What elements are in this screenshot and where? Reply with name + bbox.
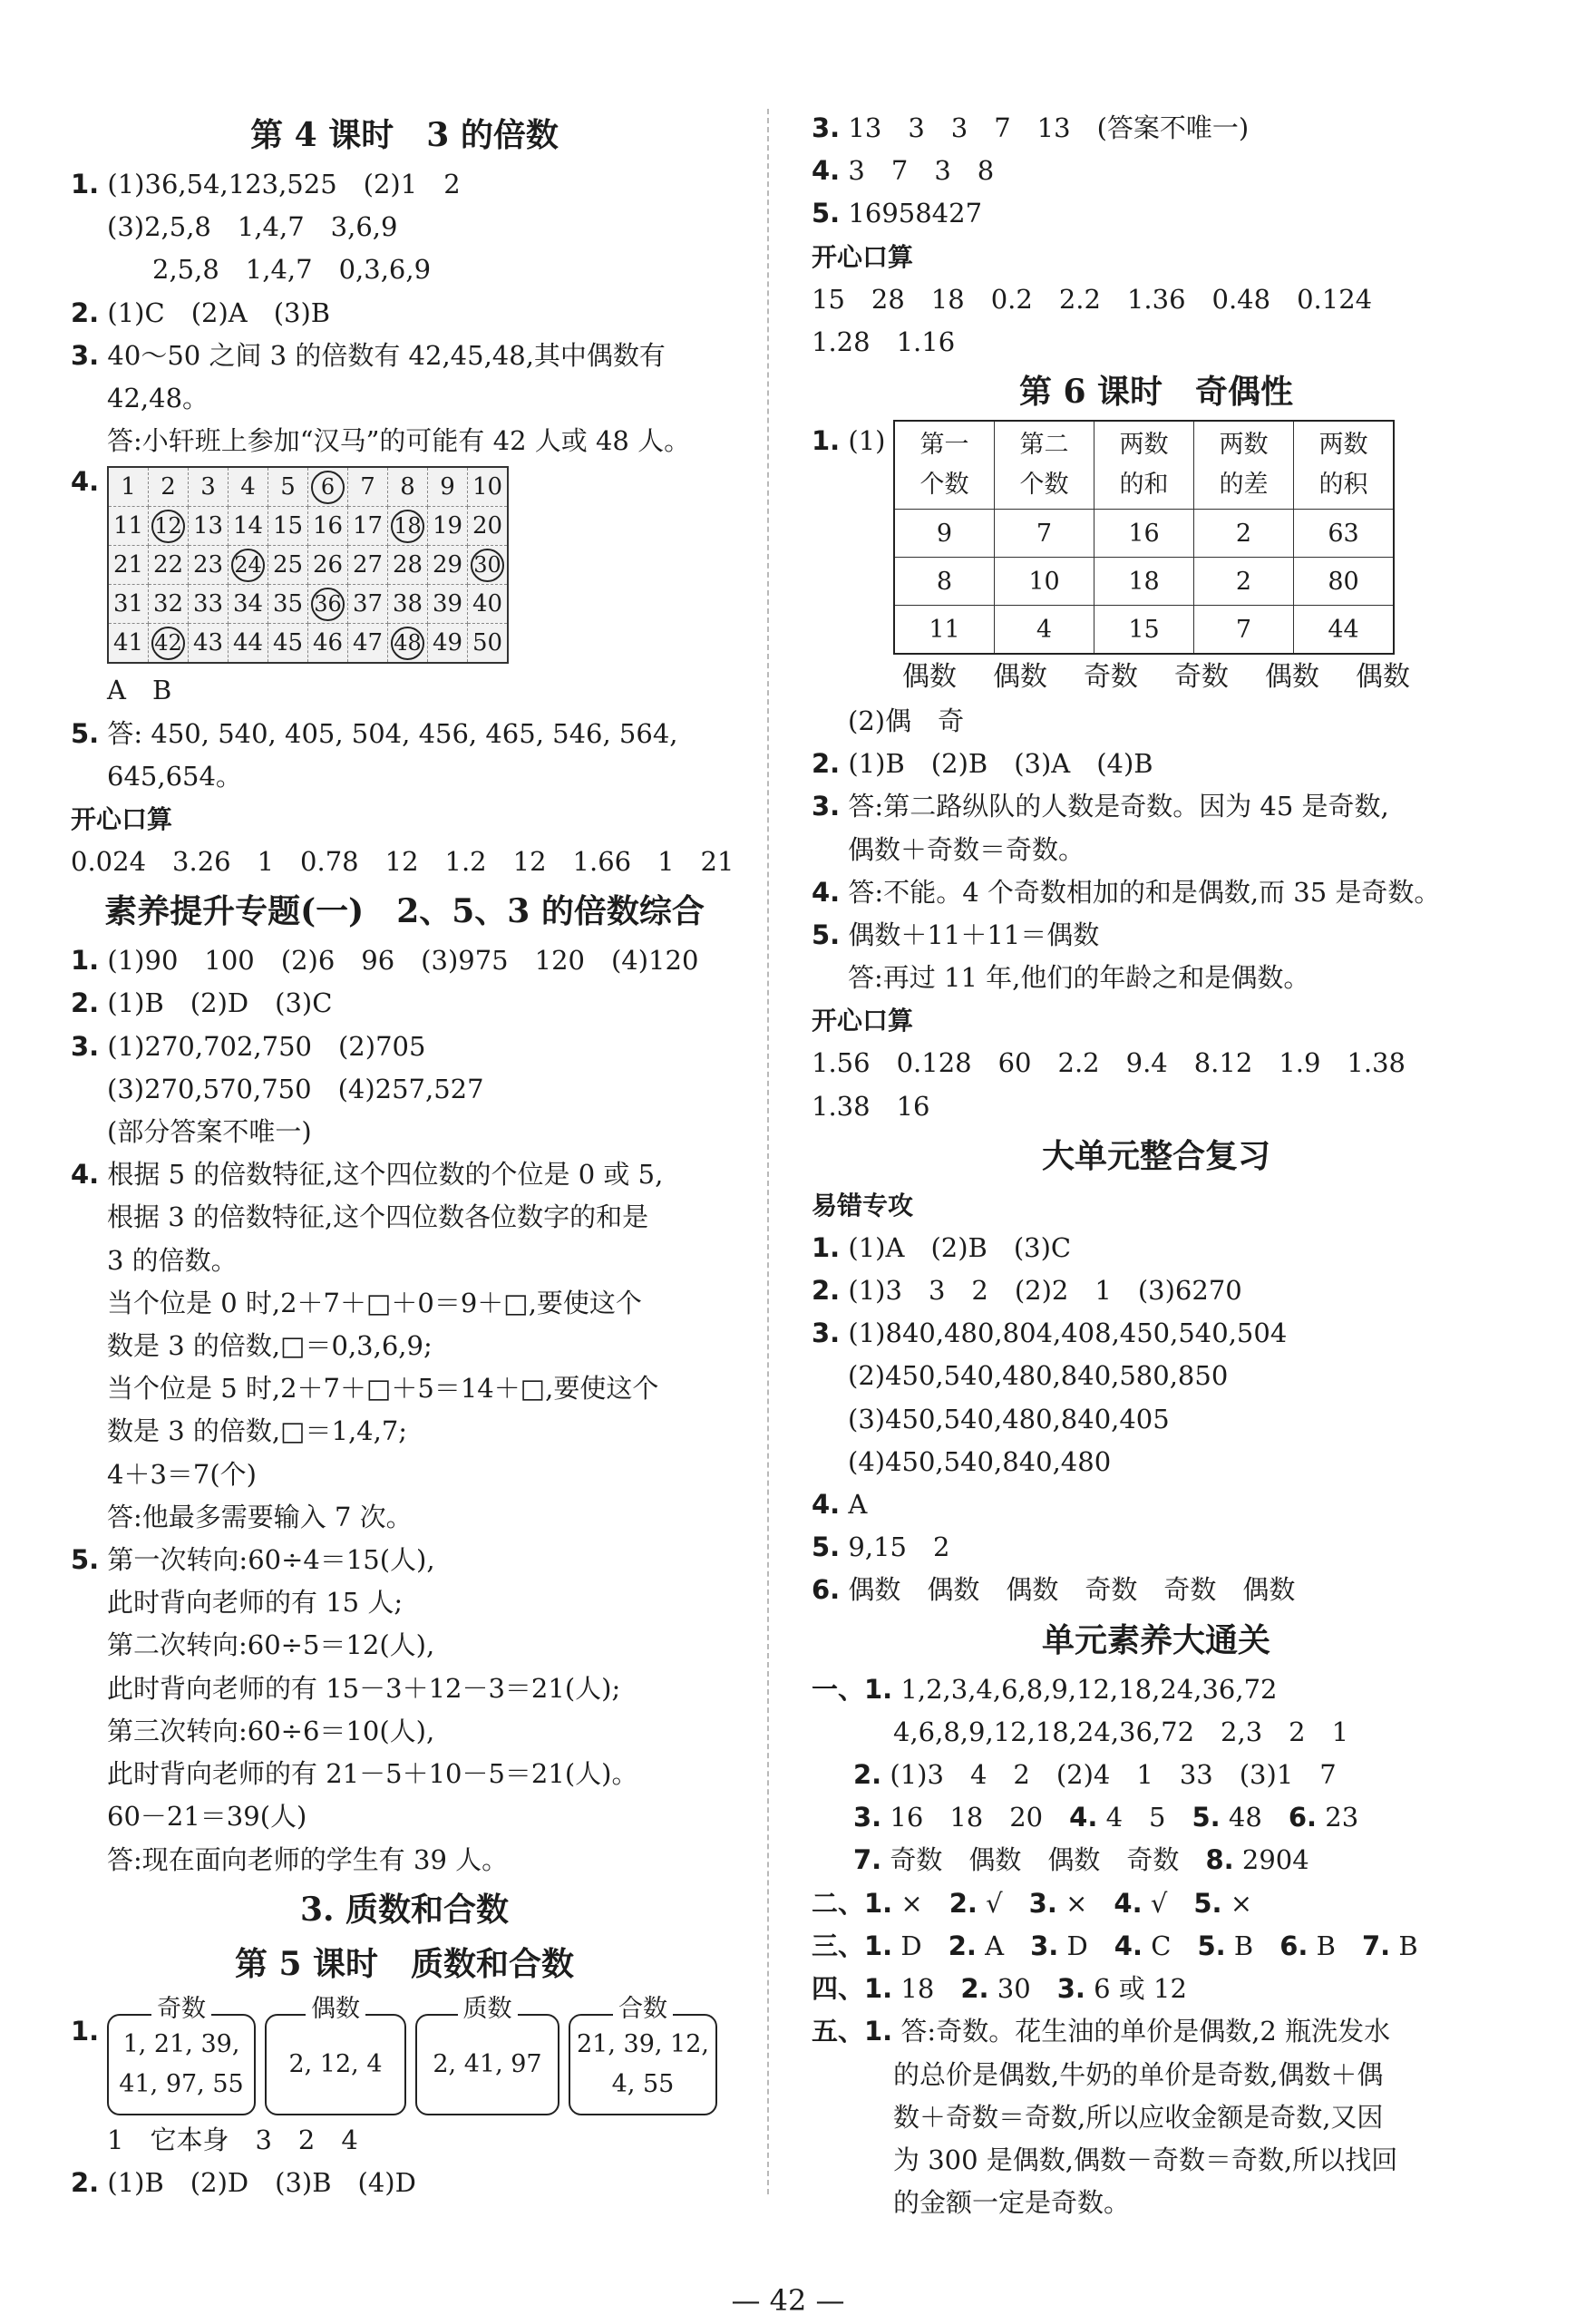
circled-number: 36 [311, 588, 345, 621]
u4-row: 四、1. 18 2. 30 3. 6 或 12 [812, 1973, 1187, 2005]
sp-q5-line1: 5. 第一次转向:60÷4＝15(人), [71, 1544, 435, 1576]
lesson4-title: 第 4 课时 3 的倍数 [250, 116, 559, 154]
grid-cell: 45 [268, 624, 308, 664]
table-cell: 4 [995, 606, 1094, 655]
l4-kaixin: 0.024 3.26 1 0.78 12 1.2 12 1.66 1 21 [71, 846, 734, 878]
table-row [894, 510, 1394, 558]
parity-label: 偶数 [993, 661, 1047, 694]
grid-cell [388, 624, 428, 664]
grid-cell: 26 [308, 546, 348, 585]
grid-cell: 1 [108, 467, 149, 507]
grid-cell: 41 [108, 624, 149, 664]
kaixin-label-3: 开心口算 [812, 1006, 914, 1036]
grid-cell: 11 [108, 507, 149, 546]
composite-box [569, 1994, 717, 2115]
table-cell: 2 [1194, 558, 1294, 606]
u1-1-line2: 4,6,8,9,12,18,24,36,72 2,3 2 1 [893, 1716, 1349, 1747]
even-box-title: 偶数 [306, 1996, 365, 2023]
grid-cell: 25 [268, 546, 308, 585]
prime-box-title: 质数 [458, 1996, 518, 2023]
l4-q5-line1: 5. 答: 450, 540, 405, 504, 456, 465, 546, 564, [71, 717, 678, 749]
rv-q3-line1: 3. (1)840,480,804,408,450,540,504 [812, 1318, 1288, 1349]
grid-cell: 39 [428, 585, 468, 624]
circled-number: 24 [231, 549, 265, 582]
circled-number: 42 [151, 627, 185, 660]
even-box [265, 1994, 406, 2115]
table-cell: 7 [1194, 606, 1294, 655]
table-cell: 10 [995, 558, 1094, 606]
rv-q3-line4: (4)450,540,840,480 [848, 1445, 1112, 1477]
sp-q4-line8: 4＋3＝7(个) [107, 1458, 257, 1490]
odd-box-title: 奇数 [151, 1996, 211, 2023]
circled-number: 30 [471, 549, 504, 582]
l4-q3-line2: 42,48。 [107, 383, 209, 414]
grid-cell: 40 [468, 585, 509, 624]
u2-row: 二、1. × 2. √ 3. × 4. √ 5. × [812, 1887, 1253, 1919]
table-row [894, 558, 1394, 606]
grid-cell: 37 [348, 585, 388, 624]
sp-q5-line6: 此时背向老师的有 21－5＋10－5＝21(人)。 [107, 1758, 638, 1790]
rv-q1: 1. (1)A (2)B (3)C [812, 1231, 1072, 1263]
grid-cell: 46 [308, 624, 348, 664]
sp-q5-line5: 第三次转向:60÷6＝10(人), [107, 1715, 435, 1746]
grid-cell: 10 [468, 467, 509, 507]
odd-box-line2: 41, 97, 55 [119, 2069, 244, 2098]
grid-cell: 28 [388, 546, 428, 585]
u5-line2: 的总价是偶数,牛奶的单价是奇数,偶数＋偶 [893, 2058, 1384, 2090]
l5-q1-number: 1. [71, 2015, 100, 2047]
sp-q5-line2: 此时背向老师的有 15 人; [107, 1587, 404, 1619]
left-column [71, 107, 738, 2204]
r-kaixin-line2: 1.28 1.16 [812, 326, 956, 357]
rv-q3-line3: (3)450,540,480,840,405 [848, 1403, 1170, 1434]
l4-q3-line1: 3. 40～50 之间 3 的倍数有 42,45,48,其中偶数有 [71, 339, 666, 371]
table-cell: 11 [894, 606, 995, 655]
grid-cell: 15 [268, 507, 308, 546]
u5-line5: 的金额一定是奇数。 [893, 2187, 1131, 2219]
sp-q3-line1: 3. (1)270,702,750 (2)705 [71, 1030, 426, 1062]
grid-cell: 19 [428, 507, 468, 546]
review-title: 大单元整合复习 [1041, 1136, 1270, 1175]
l4-q1-line2: (3)2,5,8 1,4,7 3,6,9 [107, 211, 398, 243]
lesson5-title: 第 5 课时 质数和合数 [234, 1944, 575, 1983]
kaixin-label-2: 开心口算 [812, 241, 914, 272]
table-header-cell: 两数 的差 [1194, 421, 1294, 510]
odd-box-line1: 1, 21, 39, [122, 2029, 240, 2058]
sp-q4-line1: 4. 根据 5 的倍数特征,这个四位数的个位是 0 或 5, [71, 1159, 664, 1191]
table-cell: 18 [1094, 558, 1194, 606]
u5-line4: 为 300 是偶数,偶数－奇数＝奇数,所以找回 [893, 2144, 1398, 2175]
rv-q3-line2: (2)450,540,480,840,580,850 [848, 1360, 1229, 1392]
grid-cell [308, 585, 348, 624]
rv-q6: 6. 偶数 偶数 偶数 奇数 奇数 偶数 [812, 1574, 1296, 1606]
l6-q1-part2: (2)偶 奇 [848, 705, 965, 737]
table-cell: 15 [1094, 606, 1194, 655]
table-header-cell: 第一 个数 [894, 421, 995, 510]
sp-q2: 2. (1)B (2)D (3)C [71, 987, 333, 1019]
grid-cell: 47 [348, 624, 388, 664]
parity-table [893, 420, 1395, 655]
lesson6-title: 第 6 课时 奇偶性 [1018, 373, 1294, 412]
parity-label: 偶数 [902, 661, 957, 694]
table-cell: 9 [894, 510, 995, 558]
sp-q4-line3: 3 的倍数。 [107, 1244, 238, 1276]
grid-cell: 27 [348, 546, 388, 585]
grid-cell: 16 [308, 507, 348, 546]
unit-title: 单元素养大通关 [1041, 1620, 1270, 1659]
l4-q1-line1: 1. (1)36,54,123,525 (2)1 2 [71, 169, 461, 199]
parity-label: 偶数 [1356, 661, 1410, 694]
l4-q5-line2: 645,654。 [107, 760, 242, 792]
u1-7to8: 7. 奇数 偶数 偶数 奇数 8. 2904 [853, 1844, 1309, 1876]
grid-cell: 32 [149, 585, 189, 624]
l4-q1-line3: 2,5,8 1,4,7 0,3,6,9 [152, 254, 432, 286]
table-cell: 16 [1094, 510, 1194, 558]
grid-cell: 14 [229, 507, 268, 546]
grid-cell: 8 [388, 467, 428, 507]
composite-box-line1: 21, 39, 12, [577, 2029, 709, 2058]
grid-cell: 34 [229, 585, 268, 624]
prime-box-line1: 2, 41, 97 [433, 2049, 542, 2078]
yicuo-label: 易错专攻 [812, 1190, 914, 1220]
sp-q4-line5: 数是 3 的倍数,□＝0,3,6,9; [107, 1330, 433, 1362]
grid-cell: 4 [229, 467, 268, 507]
l6-q4: 4. 答:不能。4 个奇数相加的和是偶数,而 35 是奇数。 [812, 876, 1441, 908]
grid-cell: 29 [428, 546, 468, 585]
l6-q1-label: 1. (1) [812, 425, 886, 457]
sp-q5-line4: 此时背向老师的有 15－3＋12－3＝21(人); [107, 1672, 621, 1704]
u5-line3: 数＋奇数＝奇数,所以应收金额是奇数,又因 [893, 2101, 1384, 2133]
table-cell: 63 [1294, 510, 1395, 558]
l6-q1-table-block [812, 420, 1501, 655]
grid-cell: 22 [149, 546, 189, 585]
grid-cell [149, 507, 189, 546]
table-header-cell: 两数 的积 [1294, 421, 1395, 510]
odd-box [107, 1994, 256, 2115]
page-number: — 42 — [731, 2283, 845, 2318]
rv-q2: 2. (1)3 3 2 (2)2 1 (3)6270 [812, 1275, 1242, 1307]
sp-q4-line6: 当个位是 5 时,2＋7＋□＋5＝14＋□,要使这个 [107, 1373, 659, 1405]
l6-kaixin-line2: 1.38 16 [812, 1090, 930, 1122]
l6-q5-line2: 答:再过 11 年,他们的年龄之和是偶数。 [848, 962, 1310, 994]
rv-q4: 4. A [812, 1489, 868, 1521]
l6-kaixin-line1: 1.56 0.128 60 2.2 9.4 8.12 1.9 1.38 [812, 1047, 1406, 1079]
column-divider [767, 109, 769, 2194]
grid-cell: 35 [268, 585, 308, 624]
u1-2: 2. (1)3 4 2 (2)4 1 33 (3)1 7 [853, 1759, 1337, 1791]
l5-q2: 2. (1)B (2)D (3)B (4)D [71, 2166, 416, 2198]
grid-cell: 3 [189, 467, 229, 507]
rv-q5: 5. 9,15 2 [812, 1532, 950, 1563]
table-cell: 7 [995, 510, 1094, 558]
grid-cell: 50 [468, 624, 509, 664]
l6-q3-line1: 3. 答:第二路纵队的人数是奇数。因为 45 是奇数, [812, 791, 1389, 822]
table-row [894, 606, 1394, 655]
even-box-line1: 2, 12, 4 [288, 2049, 383, 2078]
l5-q1-boxes [71, 1996, 738, 2115]
u1-1-line1: 一、1. 1,2,3,4,6,8,9,12,18,24,36,72 [812, 1673, 1278, 1705]
grid-cell: 44 [229, 624, 268, 664]
parity-row [884, 655, 1501, 700]
sp-q1: 1. (1)90 100 (2)6 96 (3)975 120 (4)120 [71, 945, 699, 977]
l4-q3-line3: 答:小轩班上参加“汉马”的可能有 42 人或 48 人。 [107, 425, 691, 457]
table-cell: 44 [1294, 606, 1395, 655]
l4-q2: 2. (1)C (2)A (3)B [71, 297, 331, 328]
sp-q5-line3: 第二次转向:60÷5＝12(人), [107, 1629, 435, 1661]
parity-label: 偶数 [1265, 661, 1319, 694]
table-cell: 2 [1194, 510, 1294, 558]
section3-title: 3. 质数和合数 [299, 1890, 510, 1929]
sp-q5-line7: 60－21＝39(人) [107, 1801, 307, 1833]
u1-3to6: 3. 16 18 20 4. 4 5 5. 48 6. 23 [853, 1802, 1359, 1833]
l6-q2: 2. (1)B (2)B (3)A (4)B [812, 748, 1153, 780]
l5-q1-tail: 1 它本身 3 2 4 [107, 2124, 358, 2155]
grid-cell [308, 467, 348, 507]
sp-q4-line4: 当个位是 0 时,2＋7＋□＋0＝9＋□,要使这个 [107, 1287, 642, 1318]
l4-q4-answer: A B [107, 675, 172, 706]
parity-label: 奇数 [1174, 661, 1229, 694]
table-header-cell: 两数 的和 [1094, 421, 1194, 510]
l4-q4-number: 4. [71, 466, 100, 498]
grid-cell: 13 [189, 507, 229, 546]
table-header-cell: 第二 个数 [995, 421, 1094, 510]
table-cell: 80 [1294, 558, 1395, 606]
grid-cell: 43 [189, 624, 229, 664]
sp-q5-line8: 答:现在面向老师的学生有 39 人。 [107, 1843, 509, 1875]
r-q5: 5. 16958427 [812, 198, 983, 229]
right-column [812, 107, 1501, 2224]
circled-number: 48 [391, 627, 424, 660]
r-q4: 4. 3 7 3 8 [812, 155, 995, 187]
grid-cell: 49 [428, 624, 468, 664]
grid-cell: 33 [189, 585, 229, 624]
sp-q3-line2: (3)270,570,750 (4)257,527 [107, 1073, 484, 1104]
r-q3: 3. 13 3 3 7 13 (答案不唯一) [812, 112, 1250, 143]
u3-row: 三、1. D 2. A 3. D 4. C 5. B 6. B 7. B [812, 1930, 1418, 1961]
grid-cell: 7 [348, 467, 388, 507]
l6-q5-line1: 5. 偶数＋11＋11＝偶数 [812, 919, 1100, 951]
special-topic-title: 素养提升专题(一) 2、5、3 的倍数综合 [104, 892, 705, 931]
l6-q3-line2: 偶数＋奇数＝奇数。 [848, 833, 1085, 865]
parity-label: 奇数 [1084, 661, 1138, 694]
sp-q3-line3: (部分答案不唯一) [107, 1116, 312, 1148]
sp-q4-line2: 根据 3 的倍数特征,这个四位数各位数字的和是 [107, 1201, 649, 1233]
circled-number: 12 [151, 510, 185, 543]
l4-q4-grid-block [71, 466, 738, 664]
kaixin-label: 开心口算 [71, 804, 173, 835]
grid-cell: 23 [189, 546, 229, 585]
grid-cell [229, 546, 268, 585]
composite-box-title: 合数 [613, 1996, 673, 2023]
circled-number: 18 [391, 510, 424, 543]
grid-cell [388, 507, 428, 546]
grid-cell [149, 624, 189, 664]
sp-q4-line9: 答:他最多需要输入 7 次。 [107, 1501, 413, 1532]
composite-box-line2: 4, 55 [611, 2069, 675, 2098]
sp-q4-line7: 数是 3 的倍数,□＝1,4,7; [107, 1415, 408, 1447]
grid-cell: 31 [108, 585, 149, 624]
grid-cell: 5 [268, 467, 308, 507]
grid-cell: 9 [428, 467, 468, 507]
grid-cell: 38 [388, 585, 428, 624]
table-cell: 8 [894, 558, 995, 606]
number-grid [107, 466, 509, 664]
grid-cell: 17 [348, 507, 388, 546]
r-kaixin-line1: 15 28 18 0.2 2.2 1.36 0.48 0.124 [812, 283, 1373, 315]
grid-cell [468, 546, 509, 585]
grid-cell: 21 [108, 546, 149, 585]
grid-cell: 20 [468, 507, 509, 546]
circled-number: 6 [311, 471, 345, 504]
u5-line1: 五、1. 答:奇数。花生油的单价是偶数,2 瓶洗发水 [812, 2016, 1391, 2047]
grid-cell: 2 [149, 467, 189, 507]
prime-box [415, 1994, 559, 2115]
